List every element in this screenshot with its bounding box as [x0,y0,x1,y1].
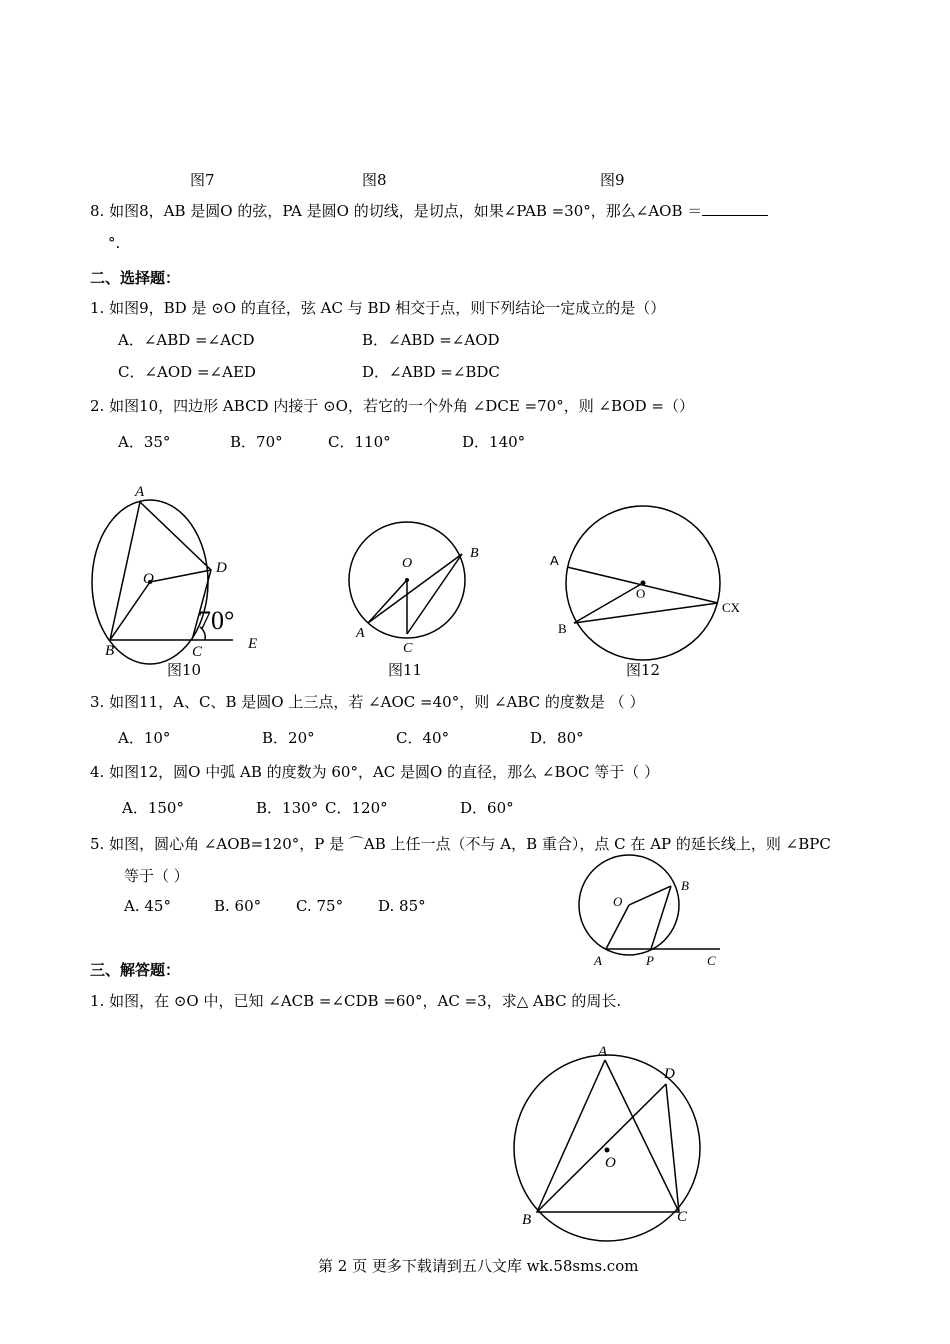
fig12-label-o: O [636,586,646,601]
mc3-option-a: A．10° [118,729,171,747]
question-8-text: 8. 如图8，AB 是圆O 的弦，PA 是圆O 的切线，是切点，如果∠PAB =30°，那么∠AOB ＝ [90,202,703,220]
fig10-label-e: E [248,636,258,652]
mc1-option-a: A．∠ABD =∠ACD [118,331,255,349]
figsa1-label-o: O [605,1155,616,1171]
figure-10-caption: 图10 [167,661,202,679]
figure-7-caption: 图7 [190,171,215,189]
fig10-label-a: A [135,484,145,500]
figsa1-label-a: A [598,1044,608,1060]
figure-9-caption: 图9 [600,171,625,189]
fig11-label-c: C [403,641,413,656]
mc3-stem: 3. 如图11，A、C、B 是圆O 上三点，若 ∠AOC =40°，则 ∠ABC 的度数是 （ ） [90,693,645,711]
mc5-stem: 5. 如图，圆心角 ∠AOB=120°，P 是 ⌒AB 上任一点（不与 A，B 重合），点 C 在 AP 的延长线上，则 ∠BPC [90,835,831,853]
mc3-option-d: D．80° [530,729,584,747]
fig10-label-b: B [105,643,115,659]
figq5-label-p: P [646,953,654,968]
answer-blank [702,201,768,216]
fig10-label-d: D [216,560,227,576]
mc1-option-d: D．∠ABD =∠BDC [362,363,500,381]
mc3-option-b: B．20° [262,729,315,747]
figq5-label-b: B [681,878,689,893]
figure-sa1-diagram [500,1040,720,1230]
figure-q5-diagram [570,838,730,968]
fig11-label-a: A [356,626,365,641]
fig12-label-a: A [550,553,559,568]
mc3-option-c: C．40° [396,729,450,747]
mc2-stem: 2. 如图10，四边形 ABCD 内接于 ⊙O，若它的一个外角 ∠DCE =70°，则 ∠BOD =（） [90,397,694,415]
figq5-label-c: C [707,953,716,968]
mc4-stem: 4. 如图12，圆O 中弧 AB 的度数为 60°，AC 是圆O 的直径，那么 ∠BOC 等于（ ） [90,763,660,781]
question-8-tail: °. [108,234,121,252]
fig10-angle-label: 70° [198,606,235,635]
mc4-option-b: B．130° [256,799,319,817]
mc5-option-c: C. 75° [296,897,344,915]
mc2-option-d: D．140° [462,433,526,451]
section-heading-answer: 三、解答题： [90,961,181,979]
mc4-option-d: D．60° [460,799,514,817]
fig12-label-cx: CX [722,600,741,615]
sa1-text: 1. 如图，在 ⊙O 中，已知 ∠ACB =∠CDB =60°，AC =3，求△ ABC 的周长. [90,992,622,1010]
figure-8-caption: 图8 [362,171,387,189]
mc4-option-c: C．120° [325,799,388,817]
fig11-label-o: O [402,556,413,571]
mc2-option-c: C．110° [328,433,391,451]
question-8 [90,201,768,221]
fig12-label-b: B [558,621,567,636]
mc4-option-a: A．150° [122,799,184,817]
mc2-option-b: B．70° [230,433,283,451]
mc5-option-b: B. 60° [214,897,262,915]
figq5-label-a: A [594,953,602,968]
mc1-option-b: B．∠ABD =∠AOD [362,331,500,349]
fig11-label-b: B [470,546,479,561]
mc5-option-d: D. 85° [378,897,426,915]
mc1-option-c: C．∠AOD =∠AED [118,363,256,381]
figure-11-caption: 图11 [388,661,423,679]
figsa1-label-b: B [522,1212,532,1228]
figsa1-label-c: C [677,1209,688,1225]
mc5-stem-continued: 等于（ ） [124,867,189,885]
figure-10-diagram [80,478,270,678]
figure-11-diagram [340,520,500,660]
page-footer: 第 2 页 更多下载请到五八文库 wk.58sms.com [318,1257,639,1275]
mc2-option-a: A．35° [118,433,171,451]
figq5-label-o: O [613,894,623,909]
fig10-label-o: O [143,571,154,587]
section-heading-choice: 二、选择题： [90,269,181,287]
figsa1-label-d: D [664,1066,675,1082]
mc5-option-a: A. 45° [124,897,171,915]
fig10-label-c: C [192,644,203,660]
figure-12-diagram [540,505,760,670]
figure-12-caption: 图12 [626,661,661,679]
mc1-stem: 1. 如图9，BD 是 ⊙O 的直径，弦 AC 与 BD 相交于点，则下列结论一定成立的是（） [90,299,666,317]
